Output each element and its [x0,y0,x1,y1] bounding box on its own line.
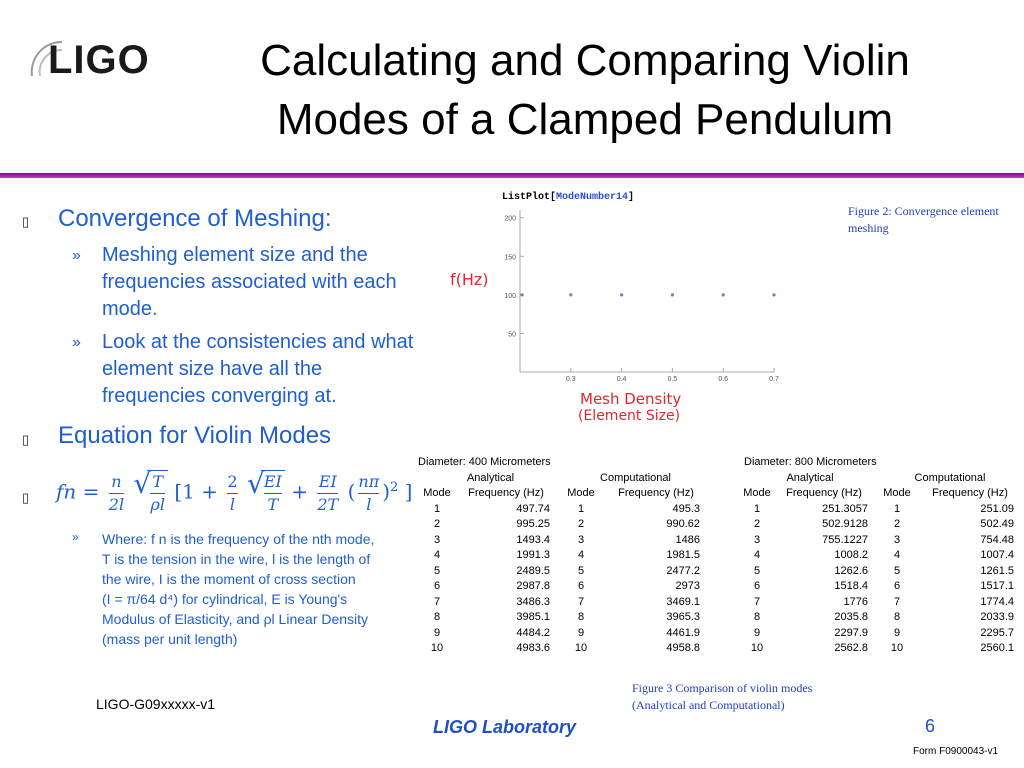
note-line: Where: f n is the frequency of the nth mode, [102,531,375,547]
note-line: T is the tension in the wire, l is the length of [102,551,371,567]
plot-x-tick-label: 0.3 [565,376,576,383]
table-cell: 2987.8 [516,580,550,592]
convergence-plot [498,190,798,390]
table-row [418,502,708,518]
eq-npi: nπ [358,471,379,494]
table-cell: 4461.9 [666,626,700,639]
table-cell: 2 [753,518,761,530]
title-divider [0,173,1024,178]
table-cell: 1486 [675,533,700,546]
table-cell: 1 [433,502,441,515]
table-row [740,610,1020,626]
note-line: (mass per unit length) [102,631,238,647]
equation-notes [102,529,412,649]
eq-EI: √ EI [264,471,282,494]
plot-label-suffix: ] [628,192,635,203]
table-cell: 502.9128 [822,518,868,530]
table-row [418,533,708,549]
table-cell: 1517.1 [980,580,1014,592]
slide-title-line-2: Modes of a Clamped Pendulum [276,95,894,144]
logo-text: LIGO [48,38,150,82]
bullet-marker-1: ▯ [22,214,30,229]
table-800um [740,455,1020,657]
table-cell: 8 [753,611,761,623]
table-group-computational: Computational [914,471,986,484]
table-cell: 5 [753,564,761,577]
table-cell: 1261.5 [980,564,1014,577]
table-cell: 10 [574,642,588,654]
document-id: LIGO-G09xxxxx-v1 [96,696,216,712]
table-header: Mode [743,487,771,499]
table-cell: 497.74 [516,502,550,515]
table-cell: 251.3057 [822,502,868,515]
table-title: Diameter: 800 Micrometers [744,456,877,468]
bullet-marker-2: ▯ [22,432,30,447]
eq-T: √ T [150,471,165,494]
plot-y-tick-label: 50 [508,331,516,339]
table-cell: 2562.8 [834,642,868,654]
eq-rho: ρl [150,495,165,514]
eq-bracket-close: ] [404,479,413,504]
table-row [418,564,708,580]
table-cell: 5 [433,564,441,577]
violin-mode-equation: fn = $\frac{n}{2l}$ √ $\frac{T}{\rho l}$ [1 + $\frac{2}{l}$ √ $\frac{EI}{T}$ + $\frac{EI}{2T}$ ( $\frac{n\pi}{l}$ )$^2$ ] [56,470,412,516]
table-cell: 9 [753,626,761,639]
hand-label-x1: Mesh Density [580,390,682,408]
plot-y-tick-label: 150 [504,254,516,262]
table-cell: 2489.5 [516,564,550,577]
table-cell: 1493.4 [516,533,550,546]
table-cell: 3 [433,533,441,546]
table-cell: 6 [433,580,441,592]
table-cell: 8 [893,611,901,623]
table-cell: 995.25 [516,518,550,530]
plot-x-tick-label: 0.7 [769,376,779,383]
figure-2-caption: Figure 2: Convergence element meshing [848,204,999,235]
eq-lhs: fn = [56,479,100,504]
table-cell: 2 [893,518,901,530]
eq-T2: T [267,495,279,514]
table-cell: 6 [577,580,585,592]
table-cell: 3985.1 [516,611,550,623]
figure-3-caption [632,680,872,714]
table-cell: 7 [433,595,441,608]
table-cell: 9 [893,626,901,639]
table-cell: 4958.8 [666,642,700,654]
table-cell: 8 [433,611,441,623]
table-cell: 502.49 [980,518,1014,530]
table-cell: 4 [577,549,585,561]
table-cell: 1007.4 [980,549,1014,561]
table-group-analytical: Analytical [786,471,834,484]
plot-point [671,293,674,296]
table-cell: 10 [430,642,444,654]
table-header: Frequency (Hz) [932,487,1008,499]
table-header: Mode [883,487,911,499]
plot-point [772,293,775,296]
eq-EI2: EI [317,471,338,494]
eq-n: n [109,471,124,494]
table-row [418,626,708,642]
table-cell: 4484.2 [516,626,550,639]
table-row [418,517,708,533]
table-row [418,595,708,611]
table-cell: 7 [753,595,761,608]
plot-x-tick-label: 0.6 [718,376,729,383]
page-number: 6 [925,716,936,736]
table-cell: 2033.9 [980,611,1014,623]
bullet-marker-3: ▯ [22,490,30,505]
plot-x-tick-label: 0.4 [616,376,627,383]
table-cell: 7 [577,595,585,608]
table-cell: 9 [577,626,585,639]
table-row [418,579,708,595]
table-header: Mode [423,487,451,499]
hand-label-y: f(Hz) [450,270,489,289]
plot-point [620,293,623,296]
sub-marker-3: » [72,530,79,544]
table-row [740,502,1020,518]
slide-title-line-1: Calculating and Comparing Violin [260,36,910,85]
table-row [418,641,708,657]
table-header: Frequency (Hz) [468,487,544,499]
eq-two: 2 [227,471,237,494]
table-cell: 3 [893,533,901,546]
sub-bullet-consistency: Look at the consistencies and what element size have all the frequencies converging at. [102,331,414,407]
table-group-analytical: Analytical [466,471,515,484]
table-cell: 2 [433,518,441,530]
table-cell: 3486.3 [516,595,550,608]
table-cell: 4983.6 [516,642,550,654]
note-line: Modulus of Elasticity, and ρl Linear Density [102,611,369,627]
table-row [740,626,1020,642]
plot-y-tick-label: 200 [504,215,516,223]
note-line: the wire, I is the moment of cross section [102,571,356,587]
table-cell: 2297.9 [834,626,868,639]
table-cell: 990.62 [666,518,700,530]
table-cell: 1991.3 [516,549,550,561]
table-title: Diameter: 400 Micrometers [418,456,551,468]
table-cell: 3 [753,533,761,546]
sub-marker-2: » [72,334,81,351]
table-group-computational: Computational [600,471,671,484]
eq-2l: 2l [108,494,125,514]
table-cell: 251.09 [980,502,1014,515]
table-cell: 2295.7 [980,626,1014,639]
footer-lab: LIGO Laboratory [433,717,577,737]
table-row [740,548,1020,564]
table-cell: 2035.8 [834,611,868,623]
eq-2T: 2T [317,494,339,514]
table-cell: 2477.2 [666,564,700,577]
table-cell: 4 [433,549,441,561]
table-cell: 10 [890,642,904,654]
table-cell: 1774.4 [980,595,1014,608]
table-row [740,517,1020,533]
table-header: Frequency (Hz) [618,487,694,499]
eq-l2: l [366,494,372,514]
table-cell: 1008.2 [834,549,868,561]
table-cell: 10 [750,642,764,654]
figure-3-caption-line2: (Analytical and Computational) [632,698,785,712]
form-number: Form F0900043-v1 [913,746,999,757]
table-row [740,579,1020,595]
table-row [740,641,1020,657]
eq-bracket-open: [1 + [174,479,218,504]
table-cell: 754.48 [980,533,1014,546]
plot-x-tick-label: 0.5 [667,376,678,383]
table-cell: 1981.5 [666,549,700,561]
plot-label-arg: ModeNumber14 [556,192,629,203]
eq-square: 2 [390,479,399,495]
table-400um [418,455,708,657]
table-cell: 4 [893,549,901,561]
table-cell: 4 [753,549,761,561]
table-cell: 9 [433,626,441,639]
table-cell: 1262.6 [834,564,868,577]
bullet-convergence: Convergence of Meshing: [58,205,332,232]
table-cell: 3469.1 [666,595,700,608]
table-header: Mode [567,487,595,499]
table-header: Frequency (Hz) [786,487,862,499]
ligo-logo [40,38,160,82]
sub-marker-1: » [72,247,81,264]
table-row [740,533,1020,549]
table-cell: 1518.4 [834,580,868,592]
plot-label-prefix: ListPlot[ [502,192,557,203]
plot-y-tick-label: 100 [504,292,516,300]
bullet-equation: Equation for Violin Modes [58,422,332,449]
table-row [740,564,1020,580]
sub-bullet-meshing: Meshing element size and the frequencies associated with each mode. [102,244,397,320]
plot-point [569,293,572,296]
table-cell: 2973 [675,580,700,592]
table-cell: 3 [577,533,585,546]
table-cell: 6 [753,580,761,592]
plot-point [722,293,725,296]
table-cell: 495.3 [672,502,700,515]
table-cell: 5 [577,564,585,577]
table-cell: 1 [893,502,901,515]
table-cell: 5 [893,564,901,577]
table-cell: 1776 [843,595,868,608]
table-cell: 1 [753,502,761,515]
table-cell: 7 [893,595,901,608]
table-row [740,595,1020,611]
table-row [418,548,708,564]
plot-point [520,293,523,296]
table-cell: 1 [577,502,585,515]
table-row [418,610,708,626]
table-cell: 6 [893,580,901,592]
table-cell: 755.1227 [822,533,868,546]
figure-3-caption-line1: Figure 3 Comparison of violin modes [632,681,813,695]
note-line: (I = π/64 d⁴) for cylindrical, E is Young's [102,591,348,607]
table-cell: 2560.1 [980,642,1014,654]
hand-label-x2: (Element Size) [578,408,681,424]
table-cell: 3965.3 [666,611,700,623]
table-cell: 2 [577,518,585,530]
eq-l: l [229,494,235,514]
table-cell: 8 [577,611,585,623]
